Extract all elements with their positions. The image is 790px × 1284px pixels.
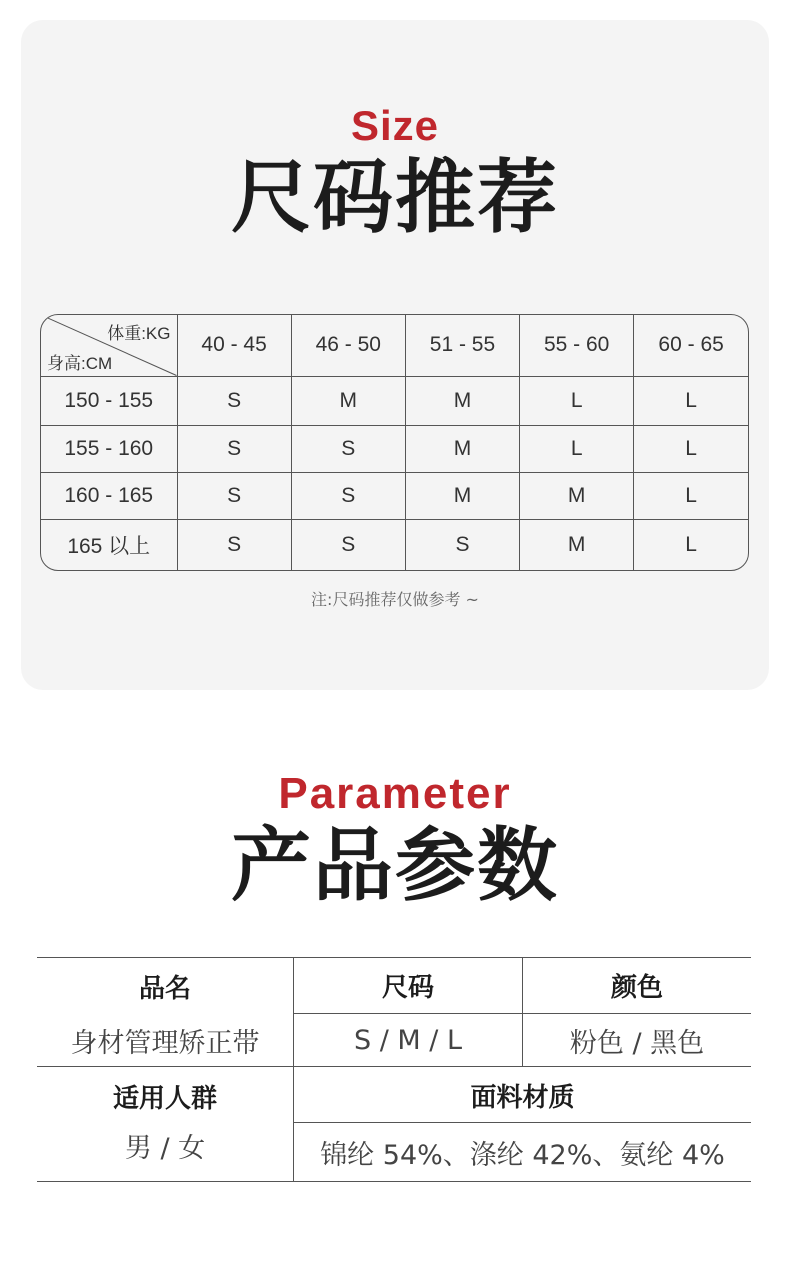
size-cell: M (405, 425, 519, 472)
parameter-title-cn: 产品参数 (231, 819, 559, 912)
table-row (41, 472, 748, 519)
size-cell: M (520, 519, 634, 570)
size-cell: S (177, 472, 291, 519)
size-value: S / M / L (354, 1024, 462, 1056)
table-line (37, 1181, 751, 1182)
size-cell: S (291, 519, 405, 570)
size-cell: L (520, 425, 634, 472)
height-row-label: 160 - 165 (41, 472, 177, 519)
height-row-label: 165 以上 (41, 519, 177, 570)
weight-column-header: 40 - 45 (177, 315, 291, 376)
size-cell: M (405, 472, 519, 519)
height-row-label: 155 - 160 (41, 425, 177, 472)
parameter-title-en: Parameter (278, 769, 512, 818)
color-label: 颜色 (610, 972, 663, 1003)
weight-column-header: 51 - 55 (405, 315, 519, 376)
weight-column-header: 55 - 60 (520, 315, 634, 376)
material-value: 锦纶 54%、涤纶 42%、氨纶 4% (320, 1139, 725, 1171)
size-note: 注:尺码推荐仅做参考 ~ (311, 590, 479, 609)
size-cell: S (177, 425, 291, 472)
size-cell: S (291, 425, 405, 472)
height-row-label: 150 - 155 (41, 376, 177, 425)
size-cell: L (634, 376, 748, 425)
audience-label: 适用人群 (112, 1083, 217, 1114)
parameter-table (37, 957, 751, 1182)
size-cell: S (291, 472, 405, 519)
table-row (41, 376, 748, 425)
weight-column-header: 60 - 65 (634, 315, 748, 376)
size-cell: L (634, 425, 748, 472)
size-cell: S (405, 519, 519, 570)
material-label: 面料材质 (470, 1082, 575, 1113)
product-name-label: 品名 (138, 973, 191, 1004)
size-label: 尺码 (381, 972, 434, 1003)
size-cell: L (685, 532, 697, 556)
weight-column-header: 46 - 50 (291, 315, 405, 376)
product-name-value: 身材管理矫正带 (70, 1027, 260, 1059)
table-row (41, 425, 748, 472)
size-cell: L (520, 376, 634, 425)
audience-value: 男 / 女 (124, 1132, 206, 1164)
table-header-row (41, 315, 748, 376)
size-title-en: Size (350, 102, 440, 149)
corner-height-label: 身高:CM (47, 353, 113, 373)
color-value: 粉色 / 黑色 (569, 1027, 705, 1059)
corner-weight-label: 体重:KG (107, 324, 171, 343)
table-row (41, 519, 748, 570)
size-cell: S (177, 519, 291, 570)
table-corner-cell (41, 315, 177, 376)
size-title-cn: 尺码推荐 (231, 151, 559, 244)
size-recommendation-table (40, 314, 749, 571)
size-cell: M (291, 376, 405, 425)
size-cell: M (405, 376, 519, 425)
size-cell: L (634, 472, 748, 519)
size-cell: S (177, 376, 291, 425)
size-cell: M (520, 472, 634, 519)
